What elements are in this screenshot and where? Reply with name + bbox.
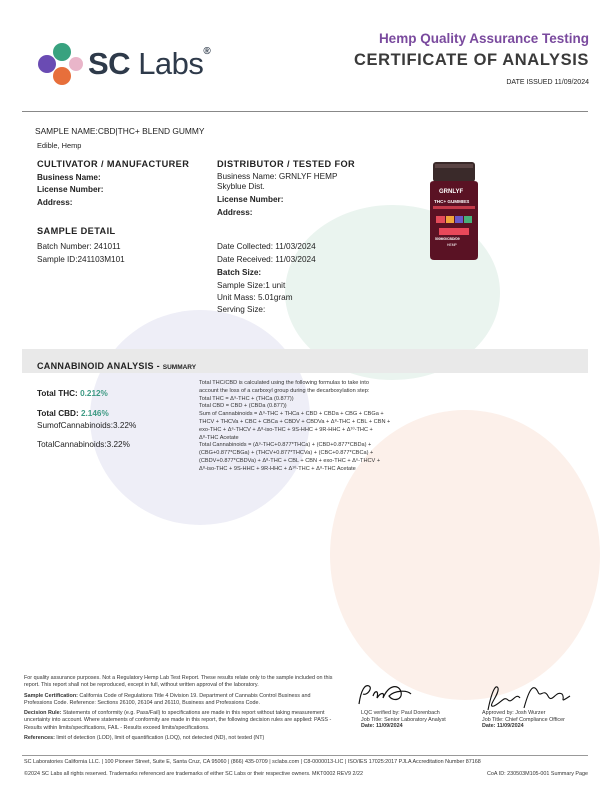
cultivator-address: Address: (37, 198, 73, 207)
total-cbd: Total CBD: 2.146% (37, 409, 109, 418)
formula-line: Δ⁸-iso-THC + 9S-HHC + 9R-HHC + Δ¹⁰-THC + Δ⁸-THC Acetate (199, 465, 356, 472)
date-received: Date Received: 11/03/2024 (217, 255, 316, 264)
sample-size: Sample Size:1 unit (217, 281, 286, 290)
serving-size: Serving Size: (217, 305, 266, 314)
formula-line: Sum of Cannabinoids = Δ⁹-THC + THCa + CBD + CBDa + CBG + CBGa + (199, 411, 384, 418)
formula-line: Total CBD = CBD + (CBDa (0.877)) (199, 403, 287, 410)
handwritten-signature-icon (355, 680, 415, 708)
logo-mark-icon (36, 42, 86, 86)
distributor-heading: DISTRIBUTOR / TESTED FOR (217, 159, 356, 169)
sample-detail-heading: SAMPLE DETAIL (37, 226, 116, 236)
lab-address: SC Laboratories California LLC. | 100 Pioneer Street, Suite E, Santa Cruz, CA 95060 | (866) 435-0709 | sclabs.com | C8-0000013-LIC | ISO/IES 17025:2017 PJLA Accreditation Number 87168 (24, 759, 481, 765)
formula-line: exo-THC + Δ⁶-THCV + Δ⁸-iso-THC + 9S-HHC + 9R-HHC + Δ¹⁰-THC + (199, 426, 373, 433)
formula-line: (CBG+0.877*CBGa) + (THCV+0.877*THCVa) + (CBC+0.877*CBCa) + (199, 450, 374, 457)
footer-references: References: limit of detection (LOD), limit of quantification (LOQ), not detected (ND), not tested (NT) (24, 735, 265, 742)
distributor-business-name-2: Skyblue Dist. (217, 182, 265, 191)
unit-mass: Unit Mass: 5.01gram (217, 293, 293, 302)
formula-line: Total Cannabinoids = (Δ⁹-THC+0.877*THCa) + (CBD+0.877*CBDa) + (199, 442, 372, 449)
sig1-verified-by: LQC verified by: Paul Dorenbach (361, 710, 440, 716)
coa-id: CoA ID: 230503M105-001 Summary Page (487, 771, 588, 777)
sig1-job-title: Job Title: Senior Laboratory Analyst (361, 716, 446, 723)
copyright: ©2024 SC Labs all rights reserved. Trademarks referenced are trademarks of either SC Labs or their respective owners. MKT0002 REV9 2/22 (24, 771, 363, 777)
product-brand: GRNLYF (439, 189, 464, 195)
footer-divider (22, 755, 588, 756)
sc-labs-logo (36, 42, 86, 86)
sig2-job-title: Job Title: Chief Compliance Officer (482, 716, 565, 723)
cultivator-business-name: Business Name: (37, 173, 101, 182)
brand-name: SC Labs® (88, 46, 211, 81)
footer-notes (24, 675, 339, 742)
date-issued: DATE ISSUED 11/09/2024 (506, 79, 589, 86)
signature-1-info (361, 710, 446, 730)
header-divider (22, 111, 588, 112)
sample-name: SAMPLE NAME:CBD|THC+ BLEND GUMMY (35, 126, 205, 136)
product-line-1: THC+ GUMMIES (434, 199, 470, 204)
distributor-license: License Number: (217, 195, 284, 204)
formula-line: Δ⁸-THC Acetate (199, 434, 239, 441)
total-cannabinoids: TotalCannabinoids:3.22% (37, 440, 130, 449)
footer-decision-rule: Decision Rule: Statements of conformity (e.g. Pass/Fail) to specifications are made in this report without taking measurement uncertainty into account. Where statements of conformity are made in this report, the following decision rules are applied: PASS - Results within limits/specifications, FAIL - Results exceed limits/specifications. (24, 710, 332, 731)
analysis-title: CANNABINOID ANALYSIS - SUMMARY (37, 361, 197, 371)
signature-1 (355, 680, 415, 713)
distributor-address: Address: (217, 208, 253, 217)
distributor-business-name: Business Name: GRNLYF HEMP (217, 172, 338, 181)
date-collected: Date Collected: 11/03/2024 (217, 242, 316, 251)
formula-line: (CBDV+0.877*CBDVa) + Δ⁸-THC + CBL + CBN + exo-THC + Δ⁶-THCV + (199, 457, 381, 464)
footer-certification: Sample Certification: California Code of Regulations Title 4 Division 19. Department of Cannabis Control Business and Professions Code. Reference: Sections 26100, 26104 and 26110, Business and Professions Code. (24, 692, 311, 706)
batch-size: Batch Size: (217, 268, 262, 277)
sig2-approved-by: Approved by: Josh Wurzer (482, 710, 546, 716)
sample-type: Edible, Hemp (37, 141, 82, 150)
product-line-3: HEMP (447, 243, 457, 247)
header-subtitle: CERTIFICATE OF ANALYSIS (353, 51, 589, 69)
sig2-date: Date: 11/09/2024 (482, 723, 524, 729)
formula-line: Total THC/CBD is calculated using the following formulas to take into (199, 380, 369, 386)
formula-line: THCV + THCVa + CBC + CBCa + CBDV + CBDVa + Δ⁸-THC + CBL + CBN + (199, 418, 391, 425)
signature-2-info (482, 710, 565, 730)
formula-block (199, 380, 409, 474)
header-title: Hemp Quality Assurance Testing (378, 31, 589, 46)
batch-number: Batch Number: 241011 (37, 242, 121, 251)
sig1-date: Date: 11/09/2024 (361, 723, 403, 729)
formula-line: Total THC = Δ⁹-THC + (THCa (0.877)) (199, 395, 294, 402)
cultivator-license: License Number: (37, 185, 104, 194)
sample-id: Sample ID:241103M101 (37, 255, 125, 264)
product-image (425, 160, 483, 262)
cultivator-heading: CULTIVATOR / MANUFACTURER (37, 159, 190, 169)
product-line-2: 500MG/CBD/D9 (435, 237, 460, 241)
formula-line: account the loss of a carboxyl group during the decarboxylation step: (199, 387, 370, 394)
sum-of-cannabinoids: SumofCannabinoids:3.22% (37, 421, 137, 430)
footer-disclaimer: For quality assurance purposes. Not a Regulatory Hemp Lab Test Report. These results relate only to the sample included on this report. This report shall not be reproduced, except in full, without written approval of the laboratory. (24, 675, 333, 689)
total-thc: Total THC: 0.212% (37, 389, 108, 398)
